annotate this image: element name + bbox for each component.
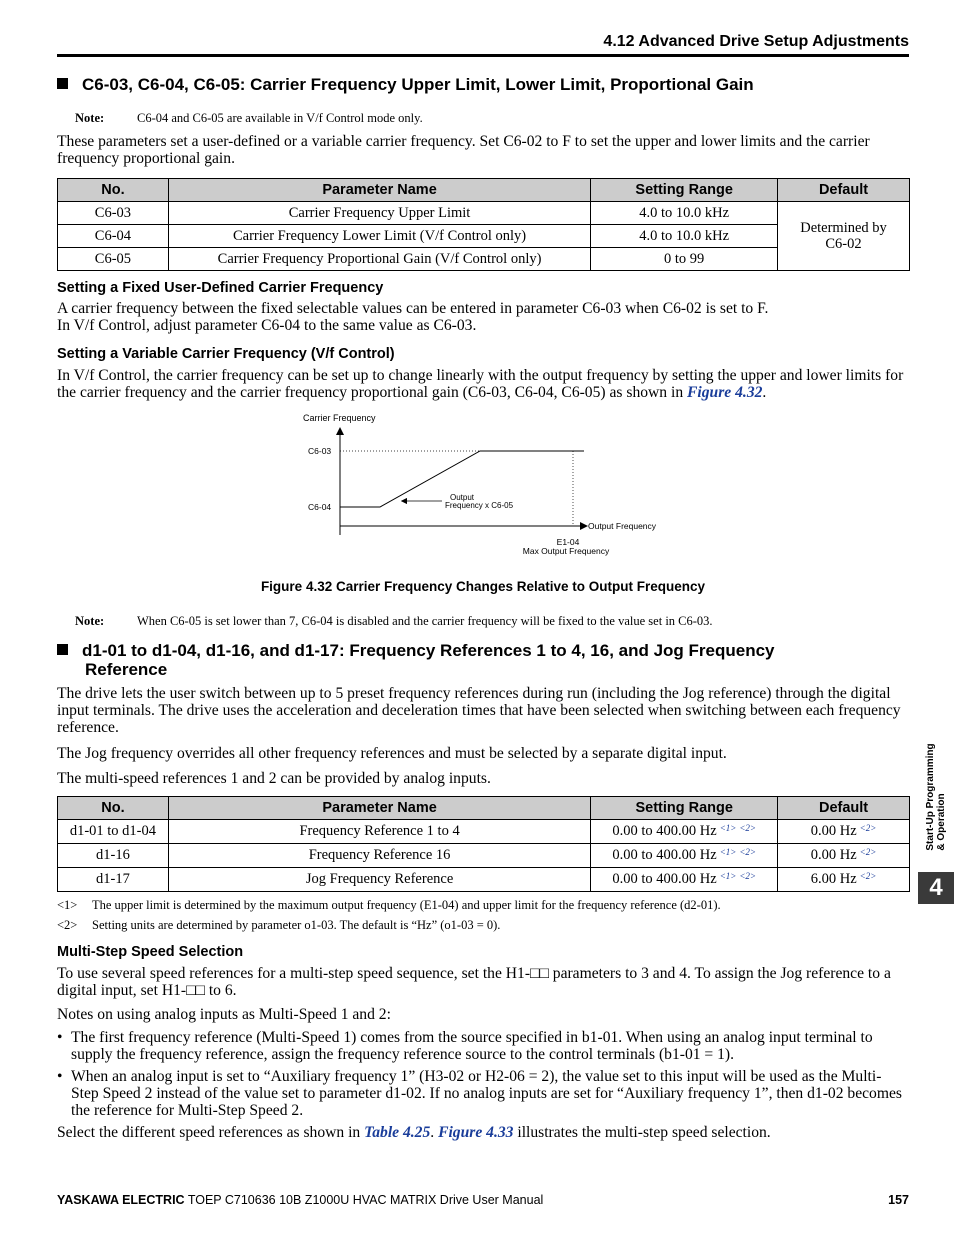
select-text-b: illustrates the multi-step speed selection.: [513, 1124, 771, 1141]
table-cell: C6-04: [58, 225, 169, 248]
square-bullet-icon: [57, 644, 68, 655]
footnote-ref-1[interactable]: <1>: [719, 871, 737, 881]
figure-4-33-link[interactable]: Figure 4.33: [438, 1124, 514, 1141]
figure-caption: Figure 4.32 Carrier Frequency Changes Relative to Output Frequency: [260, 579, 706, 594]
note-text: C6-04 and C6-05 are available in V/f Control mode only.: [137, 111, 423, 125]
multistep-paragraph: [57, 965, 909, 999]
range-value: 0.00 to 400.00 Hz: [612, 847, 717, 863]
bullet-item-1: [57, 1029, 909, 1063]
section-title-text: d1-01 to d1-04, d1-16, and d1-17: Frequency References 1 to 4, 16, and Jog Frequency: [82, 641, 775, 660]
footnote-key: <2>: [57, 918, 78, 932]
notes-intro: Notes on using analog inputs as Multi-Speed 1 and 2:: [57, 1006, 391, 1023]
default-value: 0.00 Hz: [810, 823, 857, 839]
footnote-ref-2[interactable]: <2>: [739, 871, 757, 881]
bullet-icon: •: [57, 1068, 63, 1085]
c6-03-label: C6-03: [308, 446, 332, 456]
annotation-frequency-x-c6-05: Frequency x C6-05: [445, 501, 514, 510]
section-header: 4.12 Advanced Drive Setup Adjustments: [603, 33, 909, 50]
fixed-paragraph: [57, 300, 909, 334]
placeholder-boxes: □□: [186, 982, 205, 999]
column-header: Setting Range: [591, 179, 778, 202]
annotation-output: Output: [450, 493, 475, 502]
footnote-ref-2[interactable]: <2>: [859, 823, 877, 833]
bullet-text: When an analog input is set to “Auxiliary frequency 1” (H3-02 or H2-06 = 2), the value set to this input will be used as the Multi-Step Speed 2 instead of the value set to parameter d1-02. If no analog inputs are set for “Auxiliary frequency 1”, then d1-02 becomes the reference for Multi-Step Speed 2.: [71, 1068, 902, 1119]
select-text-a: Select the different speed references as shown in: [57, 1124, 365, 1141]
subheading-variable: Setting a Variable Carrier Frequency (V/f Control): [57, 346, 395, 362]
side-label-line-2: & Operation: [936, 793, 947, 851]
table-cell-default: [778, 820, 910, 844]
footnote-2: [57, 918, 500, 933]
column-header: No.: [58, 179, 169, 202]
select-sep: .: [430, 1124, 439, 1141]
header-rule: [57, 54, 909, 57]
table-cell: d1-16: [58, 844, 169, 868]
bullet-item-2: [57, 1068, 909, 1119]
frequency-reference-table: [57, 796, 910, 892]
table-cell: Carrier Frequency Lower Limit (V/f Control only): [168, 225, 590, 248]
c6-04-label: C6-04: [308, 502, 332, 512]
table-cell: C6-05: [58, 248, 169, 271]
multistep-text-a: To use several speed references for a multi-step speed sequence, set the H1-: [57, 965, 531, 982]
figure-4-32-link[interactable]: Figure 4.32: [687, 384, 763, 401]
table-row: [58, 844, 910, 868]
table-row: [58, 820, 910, 844]
footnote-ref-2[interactable]: <2>: [859, 847, 877, 857]
default-value: 0.00 Hz: [810, 847, 857, 863]
d1-paragraph-2: The Jog frequency overrides all other frequency references and must be selected by a separate digital input.: [57, 745, 727, 762]
footnote-text: The upper limit is determined by the maximum output frequency (E1-04) and upper limit for the frequency reference (d2-01).: [92, 898, 721, 912]
table-cell: 4.0 to 10.0 kHz: [591, 225, 778, 248]
select-paragraph: [57, 1124, 909, 1141]
table-header-row: [58, 797, 910, 820]
bullet-icon: •: [57, 1029, 63, 1046]
section-title-text: C6-03, C6-04, C6-05: Carrier Frequency Upper Limit, Lower Limit, Proportional Gain: [82, 75, 754, 94]
section-title-text-2: Reference: [85, 660, 168, 679]
multistep-text-b: parameters to 3 and 4. To assign the Jog reference to a digital input, set H1-: [57, 965, 891, 999]
e1-04-label: E1-04: [556, 537, 580, 547]
note-c6-05: [75, 614, 713, 629]
column-header: Setting Range: [591, 797, 778, 820]
y-axis-arrow-icon: [336, 427, 344, 435]
table-cell: Jog Frequency Reference: [168, 868, 590, 892]
column-header: Parameter Name: [168, 179, 590, 202]
bullet-text: The first frequency reference (Multi-Speed 1) comes from the source specified in b1-01. When using an analog input terminal to supply the frequency reference, assign the frequency reference source to the control terminals (b1-01 = 1).: [71, 1029, 873, 1063]
footnote-ref-2[interactable]: <2>: [739, 823, 757, 833]
fixed-line-1: A carrier frequency between the fixed selectable values can be entered in parameter C6-03 when C6-02 is set to F.: [57, 300, 769, 317]
d1-paragraph-3: The multi-speed references 1 and 2 can be provided by analog inputs.: [57, 770, 491, 787]
carrier-parameter-table: [57, 178, 910, 271]
table-row: [58, 868, 910, 892]
table-cell: 0 to 99: [591, 248, 778, 271]
carrier-frequency-figure: [290, 405, 680, 560]
variable-end: .: [762, 384, 767, 401]
footnote-ref-1[interactable]: <1>: [719, 847, 737, 857]
table-cell-default: [778, 844, 910, 868]
max-output-frequency-label: Max Output Frequency: [522, 546, 610, 556]
fixed-line-2: In V/f Control, adjust parameter C6-04 to the same value as C6-03.: [57, 317, 477, 334]
intro-paragraph: These parameters set a user-defined or a variable carrier frequency. Set C6-02 to F to set the upper and lower limits and the carrier frequency proportional gain.: [57, 133, 870, 167]
column-header: Default: [778, 179, 910, 202]
table-row: [58, 202, 910, 225]
note-label: Note:: [75, 614, 105, 628]
default-value: 6.00 Hz: [810, 871, 857, 887]
note-label: Note:: [75, 111, 105, 125]
chapter-tab[interactable]: 4: [918, 872, 954, 904]
footnote-1: [57, 898, 721, 913]
square-bullet-icon: [57, 78, 68, 89]
footnote-ref-1[interactable]: <1>: [719, 823, 737, 833]
footnote-key: <1>: [57, 898, 78, 912]
range-value: 0.00 to 400.00 Hz: [612, 871, 717, 887]
table-cell: d1-17: [58, 868, 169, 892]
table-cell: C6-03: [58, 202, 169, 225]
page-number: 157: [888, 1193, 909, 1207]
footer-brand: YASKAWA ELECTRIC: [57, 1193, 185, 1207]
table-cell: d1-01 to d1-04: [58, 820, 169, 844]
table-cell-default: [778, 868, 910, 892]
table-cell: Carrier Frequency Proportional Gain (V/f Control only): [168, 248, 590, 271]
note-text: When C6-05 is set lower than 7, C6-04 is disabled and the carrier frequency will be fixed to the value set in C6-03.: [137, 614, 713, 628]
x-axis-label: Output Frequency: [588, 521, 657, 531]
table-cell: Frequency Reference 16: [168, 844, 590, 868]
variable-paragraph: [57, 367, 909, 401]
column-header: Default: [778, 797, 910, 820]
section-title-d1: [57, 641, 937, 679]
side-label-line-1: Start-Up Programming: [925, 743, 936, 851]
y-axis-label: Carrier Frequency: [303, 413, 376, 423]
column-header: No.: [58, 797, 169, 820]
table-cell: 4.0 to 10.0 kHz: [591, 202, 778, 225]
subheading-fixed: Setting a Fixed User-Defined Carrier Frequency: [57, 280, 384, 296]
subheading-multistep: Multi-Step Speed Selection: [57, 944, 244, 960]
column-header: Parameter Name: [168, 797, 590, 820]
chapter-side-label: [923, 733, 949, 861]
table-cell-range: [591, 868, 778, 892]
table-4-25-link[interactable]: Table 4.25: [364, 1124, 431, 1141]
page-footer: [57, 1193, 909, 1207]
variable-text: In V/f Control, the carrier frequency can be set up to change linearly with the output frequency by setting the upper and lower limits for the carrier frequency and the carrier frequency proportional gain (C6-03, C6-04, C6-05) as shown in: [57, 367, 904, 401]
d1-paragraph-1: The drive lets the user switch between up to 5 preset frequency references during run (including the Jog reference) through the digital input terminals. The drive uses the acceleration and deceleration times that have been selected when switching between each frequency reference.: [57, 685, 901, 736]
table-cell-default-merged: Determined by C6-02: [778, 202, 910, 271]
multistep-text-c: to 6.: [204, 982, 237, 999]
footer-doc-title: TOEP C710636 10B Z1000U HVAC MATRIX Drive User Manual: [184, 1193, 544, 1207]
table-cell-range: [591, 820, 778, 844]
x-axis-arrow-icon: [580, 522, 588, 530]
placeholder-boxes: □□: [530, 965, 549, 982]
table-cell-range: [591, 844, 778, 868]
table-header-row: [58, 179, 910, 202]
footnote-text: Setting units are determined by parameter o1-03. The default is “Hz” (o1-03 = 0).: [92, 918, 501, 932]
table-cell: Carrier Frequency Upper Limit: [168, 202, 590, 225]
footnote-ref-2[interactable]: <2>: [859, 871, 877, 881]
note-c6: [75, 111, 423, 126]
footnote-ref-2[interactable]: <2>: [739, 847, 757, 857]
table-cell: Frequency Reference 1 to 4: [168, 820, 590, 844]
range-value: 0.00 to 400.00 Hz: [612, 823, 717, 839]
section-title-c6: [57, 75, 909, 94]
